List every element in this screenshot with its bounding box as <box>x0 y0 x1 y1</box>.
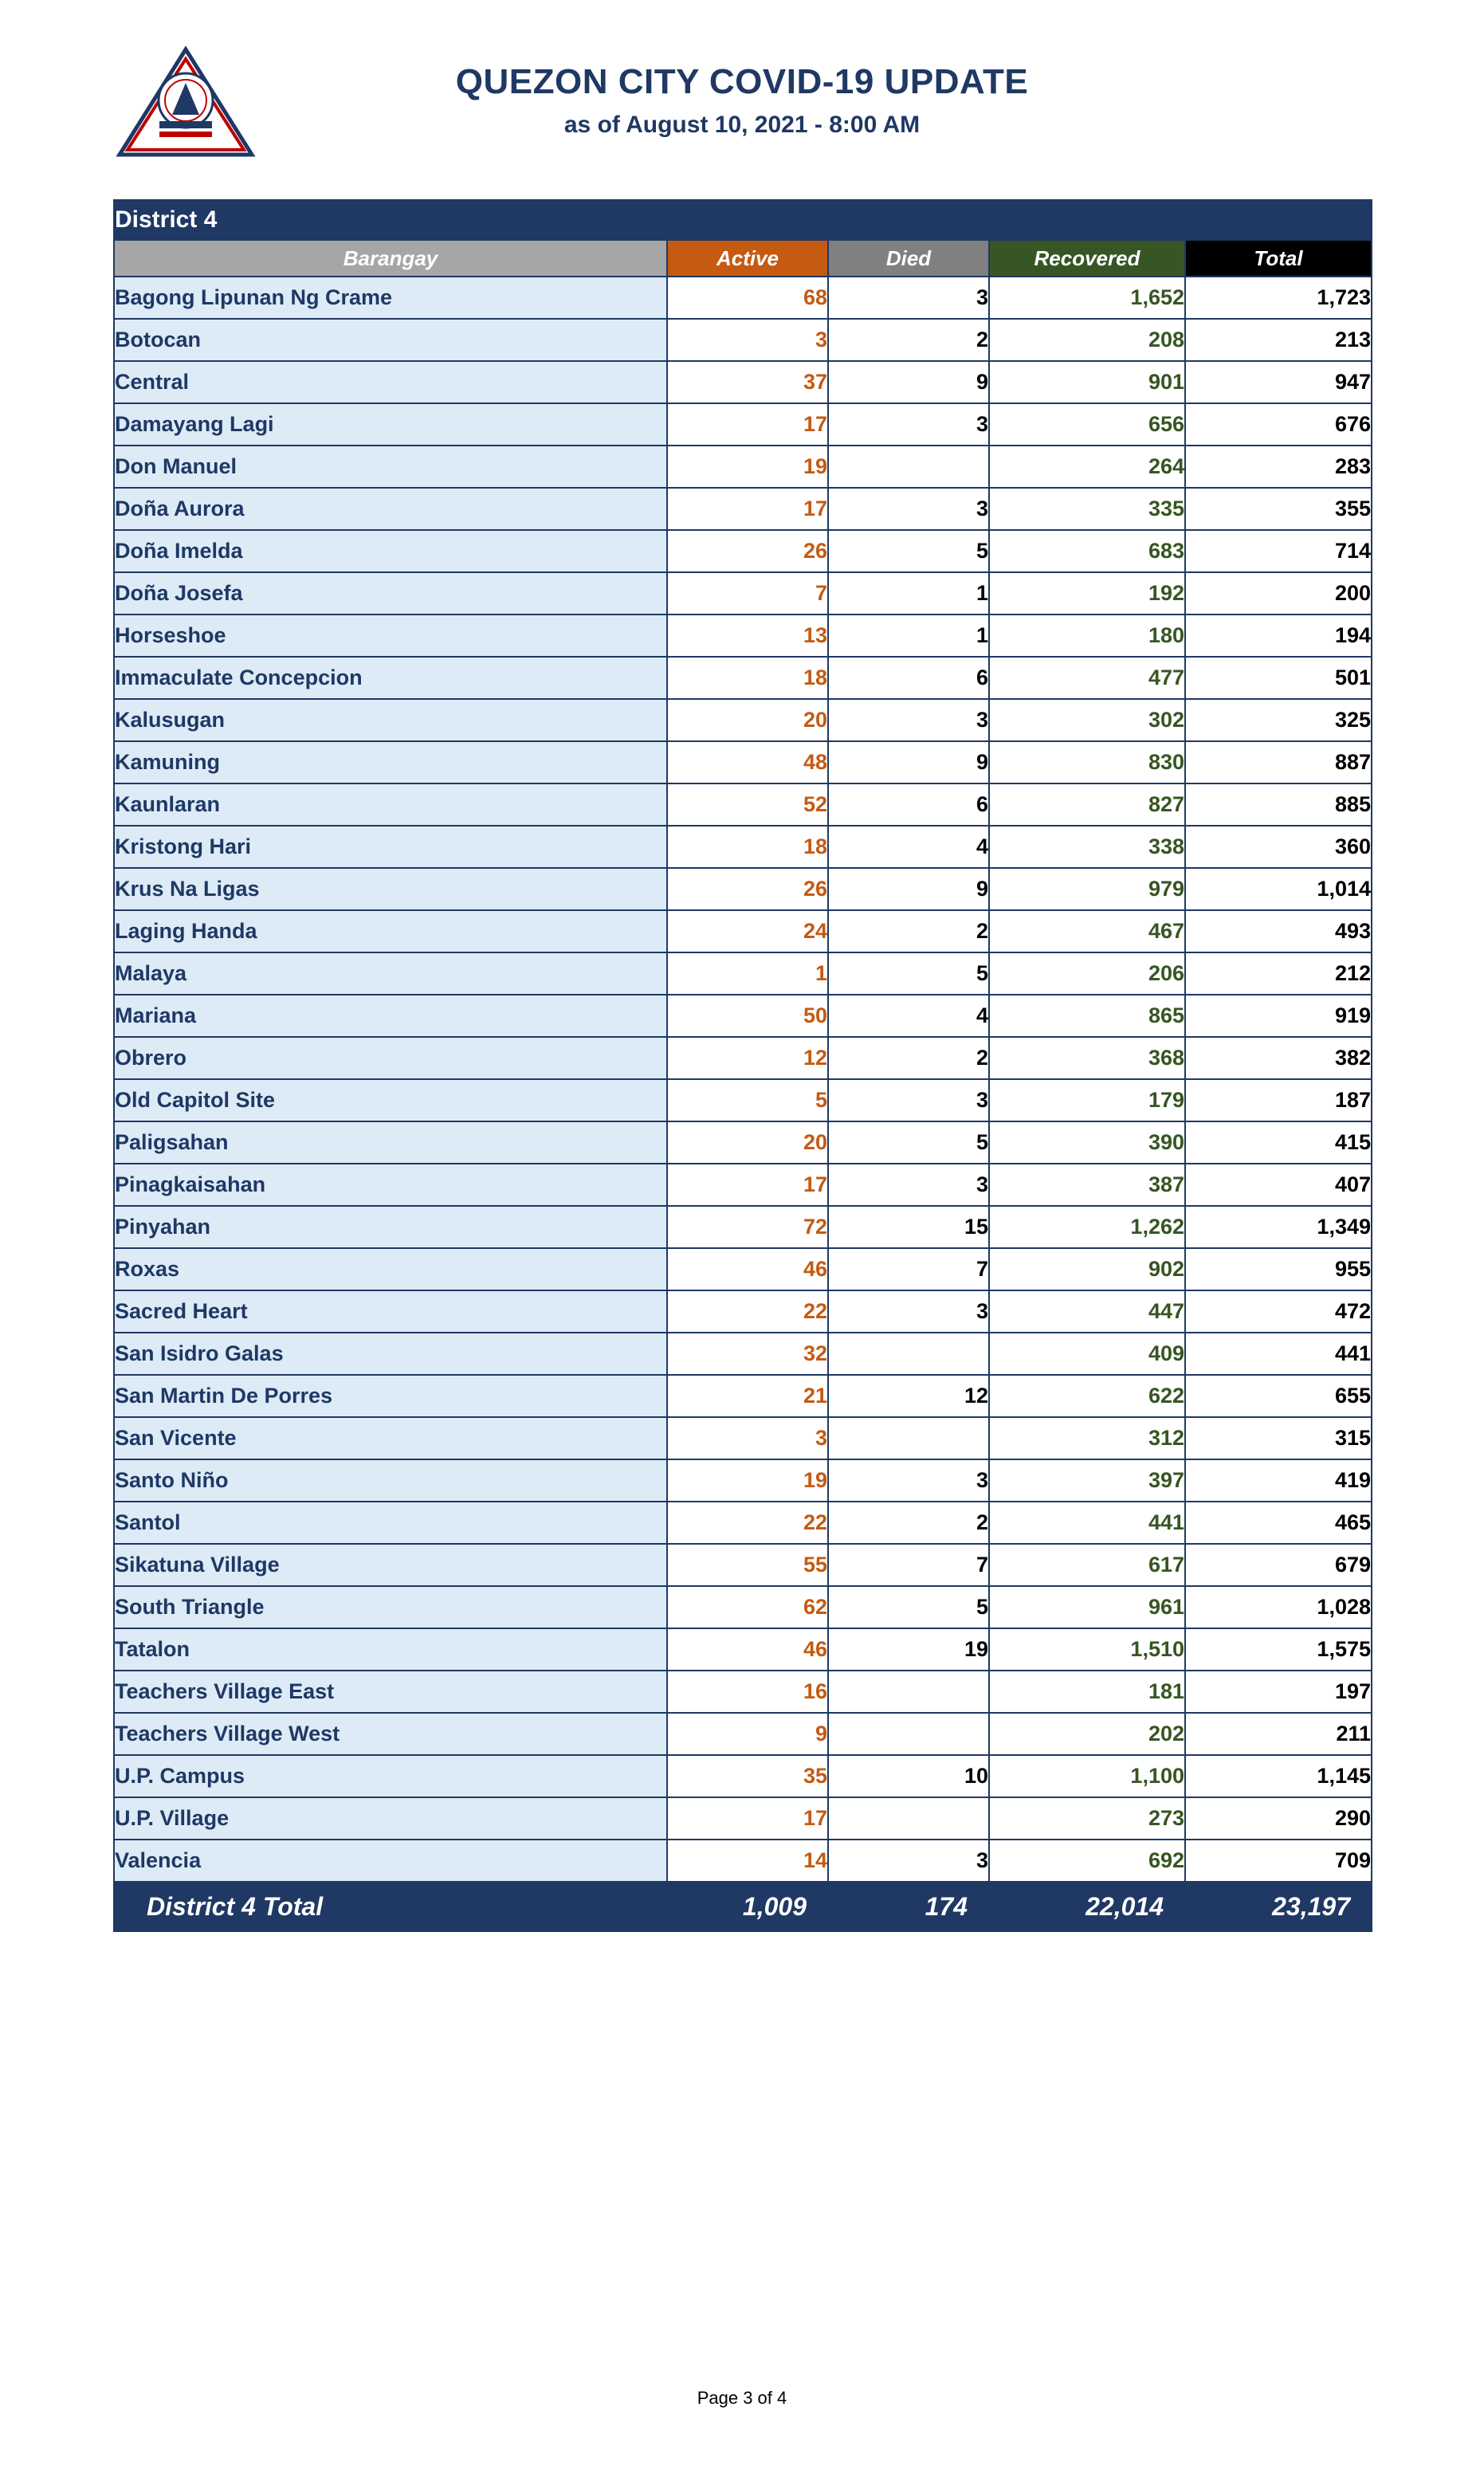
cell-died: 10 <box>828 1755 989 1797</box>
cell-total: 1,575 <box>1185 1628 1372 1671</box>
district-label: District 4 <box>114 200 1372 240</box>
cell-barangay: Malaya <box>114 952 667 995</box>
table-row <box>114 868 1372 910</box>
cell-barangay: San Isidro Galas <box>114 1333 667 1375</box>
column-header-barangay: Barangay <box>114 240 667 277</box>
table-row <box>114 1248 1372 1290</box>
cell-barangay: U.P. Village <box>114 1797 667 1840</box>
table-row <box>114 319 1372 361</box>
cell-total: 382 <box>1185 1037 1372 1079</box>
table-row <box>114 783 1372 826</box>
cell-total: 1,723 <box>1185 277 1372 319</box>
table-row <box>114 1290 1372 1333</box>
cell-active: 7 <box>667 572 828 615</box>
cell-recovered: 1,100 <box>989 1755 1185 1797</box>
cell-recovered: 312 <box>989 1417 1185 1459</box>
cell-recovered: 264 <box>989 446 1185 488</box>
cell-died: 5 <box>828 1121 989 1164</box>
cell-recovered: 335 <box>989 488 1185 530</box>
column-header-active: Active <box>667 240 828 277</box>
cell-barangay: Santo Niño <box>114 1459 667 1502</box>
cell-total: 676 <box>1185 403 1372 446</box>
covid-table-container <box>113 199 1371 1932</box>
cell-barangay: Immaculate Concepcion <box>114 657 667 699</box>
cell-barangay: Valencia <box>114 1840 667 1882</box>
cell-recovered: 273 <box>989 1797 1185 1840</box>
cell-recovered: 192 <box>989 572 1185 615</box>
cell-active: 17 <box>667 1164 828 1206</box>
cell-recovered: 622 <box>989 1375 1185 1417</box>
cell-total: 655 <box>1185 1375 1372 1417</box>
cell-died: 3 <box>828 1840 989 1882</box>
cell-died: 5 <box>828 530 989 572</box>
cell-died: 7 <box>828 1544 989 1586</box>
cell-total: 187 <box>1185 1079 1372 1121</box>
cell-died: 9 <box>828 741 989 783</box>
cell-total: 407 <box>1185 1164 1372 1206</box>
page-subtitle: as of August 10, 2021 - 8:00 AM <box>563 112 921 138</box>
cell-recovered: 1,510 <box>989 1628 1185 1671</box>
cell-total: 290 <box>1185 1797 1372 1840</box>
cell-died <box>828 1713 989 1755</box>
cell-died: 5 <box>828 1586 989 1628</box>
table-row <box>114 1797 1372 1840</box>
cell-barangay: Roxas <box>114 1248 667 1290</box>
cell-total: 709 <box>1185 1840 1372 1882</box>
cell-active: 21 <box>667 1375 828 1417</box>
cell-barangay: Don Manuel <box>114 446 667 488</box>
cell-barangay: Old Capitol Site <box>114 1079 667 1121</box>
cell-total: 283 <box>1185 446 1372 488</box>
cell-barangay: Kaunlaran <box>114 783 667 826</box>
cell-total: 360 <box>1185 826 1372 868</box>
table-row <box>114 995 1372 1037</box>
cell-active: 18 <box>667 826 828 868</box>
table-row <box>114 1164 1372 1206</box>
cell-active: 16 <box>667 1671 828 1713</box>
cell-active: 3 <box>667 319 828 361</box>
table-row <box>114 1586 1372 1628</box>
cell-died: 3 <box>828 699 989 741</box>
cell-died <box>828 1333 989 1375</box>
cell-active: 48 <box>667 741 828 783</box>
cell-active: 68 <box>667 277 828 319</box>
cell-barangay: Doña Imelda <box>114 530 667 572</box>
cell-active: 37 <box>667 361 828 403</box>
cell-barangay: Teachers Village West <box>114 1713 667 1755</box>
table-row <box>114 530 1372 572</box>
cell-active: 35 <box>667 1755 828 1797</box>
cell-died: 3 <box>828 488 989 530</box>
cell-barangay: Damayang Lagi <box>114 403 667 446</box>
cell-total: 419 <box>1185 1459 1372 1502</box>
cell-active: 32 <box>667 1333 828 1375</box>
cell-barangay: Tatalon <box>114 1628 667 1671</box>
cell-recovered: 865 <box>989 995 1185 1037</box>
cell-recovered: 181 <box>989 1671 1185 1713</box>
total-active: 1,009 <box>667 1882 828 1931</box>
cell-died: 9 <box>828 361 989 403</box>
table-row <box>114 741 1372 783</box>
cell-active: 13 <box>667 615 828 657</box>
cell-active: 17 <box>667 403 828 446</box>
cell-died: 5 <box>828 952 989 995</box>
cell-died: 3 <box>828 277 989 319</box>
cell-barangay: U.P. Campus <box>114 1755 667 1797</box>
cell-recovered: 1,262 <box>989 1206 1185 1248</box>
cell-active: 14 <box>667 1840 828 1882</box>
table-row <box>114 699 1372 741</box>
table-row <box>114 488 1372 530</box>
cell-recovered: 179 <box>989 1079 1185 1121</box>
table-row <box>114 1079 1372 1121</box>
cell-total: 887 <box>1185 741 1372 783</box>
cell-total: 315 <box>1185 1417 1372 1459</box>
table-row <box>114 1375 1372 1417</box>
cell-recovered: 302 <box>989 699 1185 741</box>
cell-total: 211 <box>1185 1713 1372 1755</box>
cell-total: 325 <box>1185 699 1372 741</box>
cell-died: 2 <box>828 1037 989 1079</box>
cell-barangay: San Martin De Porres <box>114 1375 667 1417</box>
district-4-table <box>113 199 1372 1932</box>
table-row <box>114 361 1372 403</box>
cell-died: 2 <box>828 1502 989 1544</box>
cell-recovered: 830 <box>989 741 1185 783</box>
cell-died: 12 <box>828 1375 989 1417</box>
table-row <box>114 1333 1372 1375</box>
cell-recovered: 397 <box>989 1459 1185 1502</box>
cell-died: 6 <box>828 783 989 826</box>
column-header-total: Total <box>1185 240 1372 277</box>
cell-active: 46 <box>667 1628 828 1671</box>
cell-active: 9 <box>667 1713 828 1755</box>
cell-barangay: Mariana <box>114 995 667 1037</box>
cell-active: 18 <box>667 657 828 699</box>
cell-total: 1,014 <box>1185 868 1372 910</box>
cell-died: 6 <box>828 657 989 699</box>
cell-barangay: Teachers Village East <box>114 1671 667 1713</box>
table-row <box>114 1755 1372 1797</box>
district-header-row <box>114 200 1372 240</box>
cell-barangay: Horseshoe <box>114 615 667 657</box>
cell-died: 3 <box>828 1459 989 1502</box>
cell-barangay: Bagong Lipunan Ng Crame <box>114 277 667 319</box>
cell-barangay: Pinyahan <box>114 1206 667 1248</box>
cell-barangay: San Vicente <box>114 1417 667 1459</box>
cell-recovered: 206 <box>989 952 1185 995</box>
cell-recovered: 368 <box>989 1037 1185 1079</box>
table-row <box>114 277 1372 319</box>
cell-died: 2 <box>828 910 989 952</box>
cell-total: 1,349 <box>1185 1206 1372 1248</box>
cell-died: 15 <box>828 1206 989 1248</box>
cell-total: 501 <box>1185 657 1372 699</box>
cell-recovered: 467 <box>989 910 1185 952</box>
page-title: QUEZON CITY COVID-19 UPDATE <box>455 62 1029 101</box>
cell-total: 441 <box>1185 1333 1372 1375</box>
table-row <box>114 1206 1372 1248</box>
cell-active: 62 <box>667 1586 828 1628</box>
cell-total: 194 <box>1185 615 1372 657</box>
cell-recovered: 180 <box>989 615 1185 657</box>
cell-active: 17 <box>667 1797 828 1840</box>
cell-died: 7 <box>828 1248 989 1290</box>
cell-active: 22 <box>667 1502 828 1544</box>
cell-active: 17 <box>667 488 828 530</box>
cell-died: 2 <box>828 319 989 361</box>
cell-barangay: Sacred Heart <box>114 1290 667 1333</box>
table-body <box>114 277 1372 1882</box>
cell-recovered: 202 <box>989 1713 1185 1755</box>
cell-died: 3 <box>828 403 989 446</box>
cell-active: 55 <box>667 1544 828 1586</box>
cell-active: 20 <box>667 699 828 741</box>
cell-barangay: Pinagkaisahan <box>114 1164 667 1206</box>
table-row <box>114 1840 1372 1882</box>
cell-total: 885 <box>1185 783 1372 826</box>
cell-total: 493 <box>1185 910 1372 952</box>
cell-died: 1 <box>828 572 989 615</box>
cell-total: 200 <box>1185 572 1372 615</box>
table-row <box>114 1628 1372 1671</box>
cell-active: 5 <box>667 1079 828 1121</box>
table-row <box>114 1713 1372 1755</box>
cell-active: 19 <box>667 446 828 488</box>
cell-recovered: 617 <box>989 1544 1185 1586</box>
cell-died: 1 <box>828 615 989 657</box>
cell-died: 9 <box>828 868 989 910</box>
cell-recovered: 441 <box>989 1502 1185 1544</box>
total-died: 174 <box>828 1882 989 1931</box>
table-row <box>114 1459 1372 1502</box>
cell-recovered: 447 <box>989 1290 1185 1333</box>
cell-active: 26 <box>667 530 828 572</box>
cell-barangay: Kristong Hari <box>114 826 667 868</box>
cell-recovered: 656 <box>989 403 1185 446</box>
cell-active: 72 <box>667 1206 828 1248</box>
cell-barangay: Kamuning <box>114 741 667 783</box>
cell-recovered: 390 <box>989 1121 1185 1164</box>
table-row <box>114 615 1372 657</box>
table-row <box>114 1037 1372 1079</box>
table-header-row <box>114 240 1372 277</box>
cell-active: 50 <box>667 995 828 1037</box>
cell-total: 955 <box>1185 1248 1372 1290</box>
district-total-row <box>114 1882 1372 1931</box>
cell-died <box>828 1797 989 1840</box>
table-row <box>114 1417 1372 1459</box>
cell-died: 3 <box>828 1079 989 1121</box>
cell-died <box>828 1671 989 1713</box>
cell-barangay: Laging Handa <box>114 910 667 952</box>
cell-active: 20 <box>667 1121 828 1164</box>
cell-barangay: South Triangle <box>114 1586 667 1628</box>
cell-barangay: Central <box>114 361 667 403</box>
cell-total: 714 <box>1185 530 1372 572</box>
cell-total: 472 <box>1185 1290 1372 1333</box>
cell-total: 212 <box>1185 952 1372 995</box>
cell-total: 1,145 <box>1185 1755 1372 1797</box>
cell-recovered: 902 <box>989 1248 1185 1290</box>
cell-died: 4 <box>828 826 989 868</box>
cell-barangay: Santol <box>114 1502 667 1544</box>
table-row <box>114 572 1372 615</box>
cell-recovered: 409 <box>989 1333 1185 1375</box>
cell-active: 19 <box>667 1459 828 1502</box>
cell-barangay: Doña Aurora <box>114 488 667 530</box>
cell-recovered: 901 <box>989 361 1185 403</box>
cell-died: 3 <box>828 1164 989 1206</box>
cell-active: 46 <box>667 1248 828 1290</box>
cell-recovered: 692 <box>989 1840 1185 1882</box>
cell-total: 213 <box>1185 319 1372 361</box>
cell-recovered: 208 <box>989 319 1185 361</box>
cell-active: 1 <box>667 952 828 995</box>
cell-barangay: Krus Na Ligas <box>114 868 667 910</box>
cell-recovered: 1,652 <box>989 277 1185 319</box>
table-row <box>114 403 1372 446</box>
column-header-died: Died <box>828 240 989 277</box>
cell-died: 3 <box>828 1290 989 1333</box>
table-row <box>114 952 1372 995</box>
table-row <box>114 1671 1372 1713</box>
cell-died: 19 <box>828 1628 989 1671</box>
cell-active: 12 <box>667 1037 828 1079</box>
cell-active: 3 <box>667 1417 828 1459</box>
cell-died <box>828 1417 989 1459</box>
cell-recovered: 961 <box>989 1586 1185 1628</box>
cell-barangay: Sikatuna Village <box>114 1544 667 1586</box>
table-row <box>114 1121 1372 1164</box>
cell-recovered: 338 <box>989 826 1185 868</box>
cell-total: 355 <box>1185 488 1372 530</box>
cell-barangay: Paligsahan <box>114 1121 667 1164</box>
cell-active: 52 <box>667 783 828 826</box>
table-row <box>114 657 1372 699</box>
total-total: 23,197 <box>1185 1882 1372 1931</box>
table-row <box>114 446 1372 488</box>
cell-total: 947 <box>1185 361 1372 403</box>
table-row <box>114 910 1372 952</box>
cell-active: 22 <box>667 1290 828 1333</box>
cell-active: 24 <box>667 910 828 952</box>
cell-total: 465 <box>1185 1502 1372 1544</box>
cell-barangay: Obrero <box>114 1037 667 1079</box>
cell-recovered: 387 <box>989 1164 1185 1206</box>
cell-recovered: 827 <box>989 783 1185 826</box>
cell-total: 1,028 <box>1185 1586 1372 1628</box>
cell-total: 197 <box>1185 1671 1372 1713</box>
document-header <box>0 0 1484 183</box>
cell-barangay: Doña Josefa <box>114 572 667 615</box>
cell-total: 415 <box>1185 1121 1372 1164</box>
cell-total: 679 <box>1185 1544 1372 1586</box>
column-header-recovered: Recovered <box>989 240 1185 277</box>
cell-died <box>828 446 989 488</box>
cell-recovered: 683 <box>989 530 1185 572</box>
table-row <box>114 1544 1372 1586</box>
cell-barangay: Kalusugan <box>114 699 667 741</box>
quezon-city-seal-icon <box>110 41 261 161</box>
total-recovered: 22,014 <box>989 1882 1185 1931</box>
cell-died: 4 <box>828 995 989 1037</box>
total-label: District 4 Total <box>114 1882 667 1931</box>
table-row <box>114 1502 1372 1544</box>
cell-barangay: Botocan <box>114 319 667 361</box>
cell-recovered: 477 <box>989 657 1185 699</box>
table-row <box>114 826 1372 868</box>
cell-active: 26 <box>667 868 828 910</box>
page-footer: Page 3 of 4 <box>697 2388 787 2408</box>
cell-total: 919 <box>1185 995 1372 1037</box>
cell-recovered: 979 <box>989 868 1185 910</box>
